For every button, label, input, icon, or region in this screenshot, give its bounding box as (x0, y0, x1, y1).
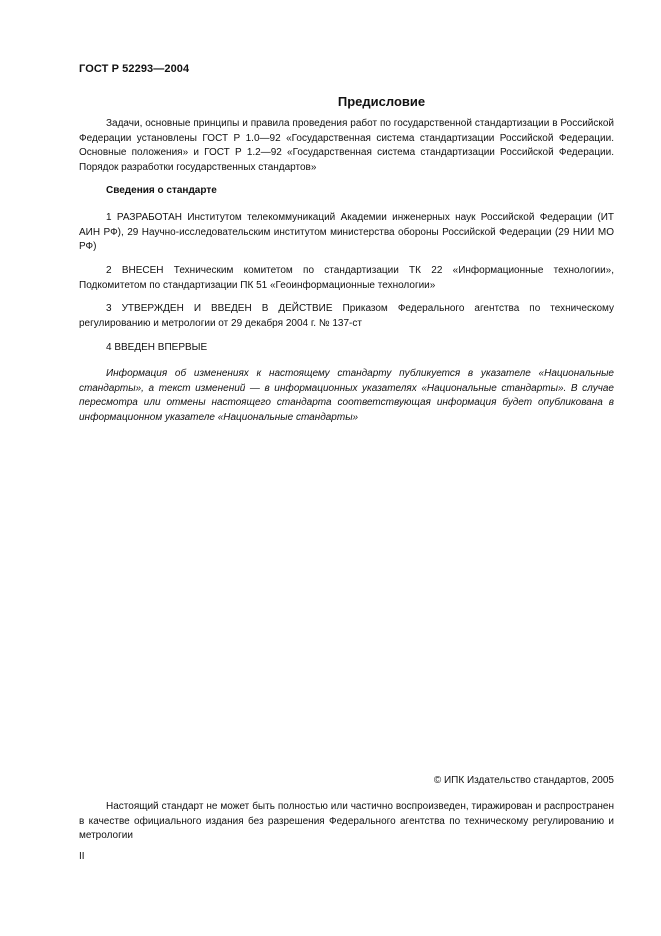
list-item: 4 ВВЕДЕН ВПЕРВЫЕ (106, 342, 208, 353)
page-title: Предисловие (337, 94, 426, 109)
list-item: 3 УТВЕРЖДЕН И ВВЕДЕН В ДЕЙСТВИЕ Приказом Федерального агентства по техническому регулированию и метрологии от 29 декабря 2004 г. № 137-ст (79, 303, 614, 329)
list-item: 2 ВНЕСЕН Техническим комитетом по стандартизации ТК 22 «Информационные технологии», Подкомитетом по стандартизации ПК 51 «Геоинформационные технологии» (79, 265, 614, 291)
reproduction-notice: Настоящий стандарт не может быть полностью или частично воспроизведен, тиражирован и распространен в качестве официального издания без разрешения Федерального агентства по техническому регулированию и метрологии (79, 801, 614, 842)
list-item: 1 РАЗРАБОТАН Институтом телекоммуникаций Академии инженерных наук Российской Федерации (ИТ АИН РФ), 29 Научно-исследовательским институтом министерства обороны Российской Федерации (29 НИИ МО РФ) (79, 212, 614, 253)
changes-note: Информация об изменениях к настоящему стандарту публикуется в указателе «Национальные стандарты», а текст изменений — в информационных указателях «Национальные стандарты». В случае пересмотра или отмены настоящего стандарта соответствующая информация будет опубликована в информационном указателе «Национальные стандарты» (79, 368, 614, 423)
section-heading: Сведения о стандарте (106, 185, 217, 196)
document-identifier: ГОСТ Р 52293—2004 (79, 63, 190, 75)
intro-paragraph: Задачи, основные принципы и правила проведения работ по государственной стандартизации в Российской Федерации установлены ГОСТ Р 1.0—92 «Государственная система стандартизации Российской Федерации. Основные положения» и ГОСТ Р 1.2—92 «Государственная система стандартизации Российской Федерации. Порядок разработки государственных стандартов» (79, 118, 614, 173)
page-number: II (79, 851, 85, 862)
copyright-notice: © ИПК Издательство стандартов, 2005 (433, 775, 614, 786)
